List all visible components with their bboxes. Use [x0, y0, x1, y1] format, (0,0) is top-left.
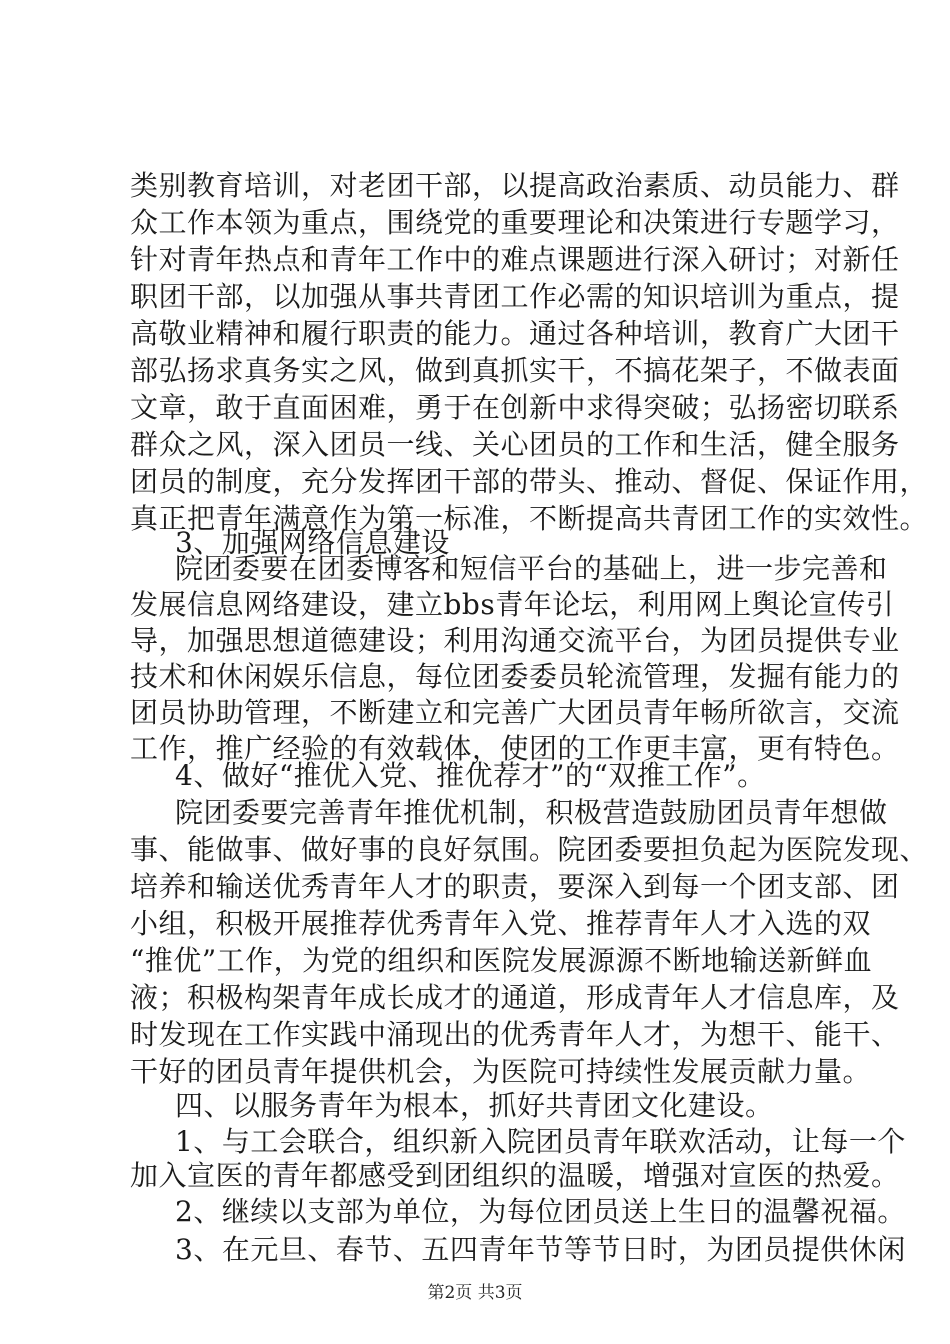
text-line: 3、在元旦、春节、五四青年节等节日时，为团员提供休闲 [175, 1233, 906, 1266]
text-line: 针对青年热点和青年工作中的难点课题进行深入研讨；对新任 [130, 243, 900, 276]
text-line: 部弘扬求真务实之风，做到真抓实干，不搞花架子，不做表面 [130, 354, 900, 387]
text-line: 众工作本领为重点，围绕党的重要理论和决策进行专题学习， [130, 206, 900, 239]
text-line: 工作，推广经验的有效载体，使团的工作更丰富，更有特色。 [130, 732, 900, 765]
section-heading: 3、加强网络信息建设 [175, 526, 450, 559]
text-line: 液；积极构架青年成长成才的通道，形成青年人才信息库，及 [130, 981, 900, 1014]
text-line: 职团干部，以加强从事共青团工作必需的知识培训为重点，提 [130, 280, 900, 313]
text-line: 小组，积极开展推荐优秀青年入党、推荐青年人才入选的双 [130, 907, 872, 940]
text-line: 加入宣医的青年都感受到团组织的温暖，增强对宣医的热爱。 [130, 1159, 900, 1192]
text-line: 真正把青年满意作为第一标准，不断提高共青团工作的实效性。 [130, 502, 929, 535]
section-heading: 四、以服务青年为根本，抓好共青团文化建设。 [175, 1089, 774, 1122]
text-line: 1、与工会联合，组织新入院团员青年联欢活动，让每一个 [175, 1125, 906, 1158]
text-line: 类别教育培训，对老团干部，以提高政治素质、动员能力、群 [130, 169, 900, 202]
text-line: “推优”工作，为党的组织和医院发展源源不断地输送新鲜血 [130, 944, 873, 977]
text-line: 时发现在工作实践中涌现出的优秀青年人才，为想干、能干、 [130, 1018, 900, 1051]
text-line: 导，加强思想道德建设；利用沟通交流平台，为团员提供专业 [130, 624, 900, 657]
text-line: 干好的团员青年提供机会，为医院可持续性发展贡献力量。 [130, 1055, 872, 1088]
text-line: 院团委要在团委博客和短信平台的基础上，进一步完善和 [175, 552, 888, 585]
text-line: 培养和输送优秀青年人才的职责，要深入到每一个团支部、团 [130, 870, 900, 903]
text-line: 团员的制度，充分发挥团干部的带头、推动、督促、保证作用， [130, 465, 929, 498]
page-number: 第2页 共3页 [427, 1283, 523, 1303]
section-heading: 4、做好“推优入党、推优荐才”的“双推工作”。 [175, 759, 766, 792]
text-line: 文章，敢于直面困难，勇于在创新中求得突破；弘扬密切联系 [130, 391, 900, 424]
text-line: 群众之风，深入团员一线、关心团员的工作和生活，健全服务 [130, 428, 900, 461]
text-line: 团员协助管理，不断建立和完善广大团员青年畅所欲言，交流 [130, 696, 900, 729]
text-line: 技术和休闲娱乐信息，每位团委委员轮流管理，发掘有能力的 [130, 660, 900, 693]
text-line: 2、继续以支部为单位，为每位团员送上生日的温馨祝福。 [175, 1195, 906, 1228]
text-line: 发展信息网络建设，建立bbs青年论坛，利用网上舆论宣传引 [130, 588, 895, 621]
text-line: 事、能做事、做好事的良好氛围。院团委要担负起为医院发现、 [130, 833, 929, 866]
text-line: 院团委要完善青年推优机制，积极营造鼓励团员青年想做 [175, 796, 888, 829]
text-line: 高敬业精神和履行职责的能力。通过各种培训，教育广大团干 [130, 317, 900, 350]
